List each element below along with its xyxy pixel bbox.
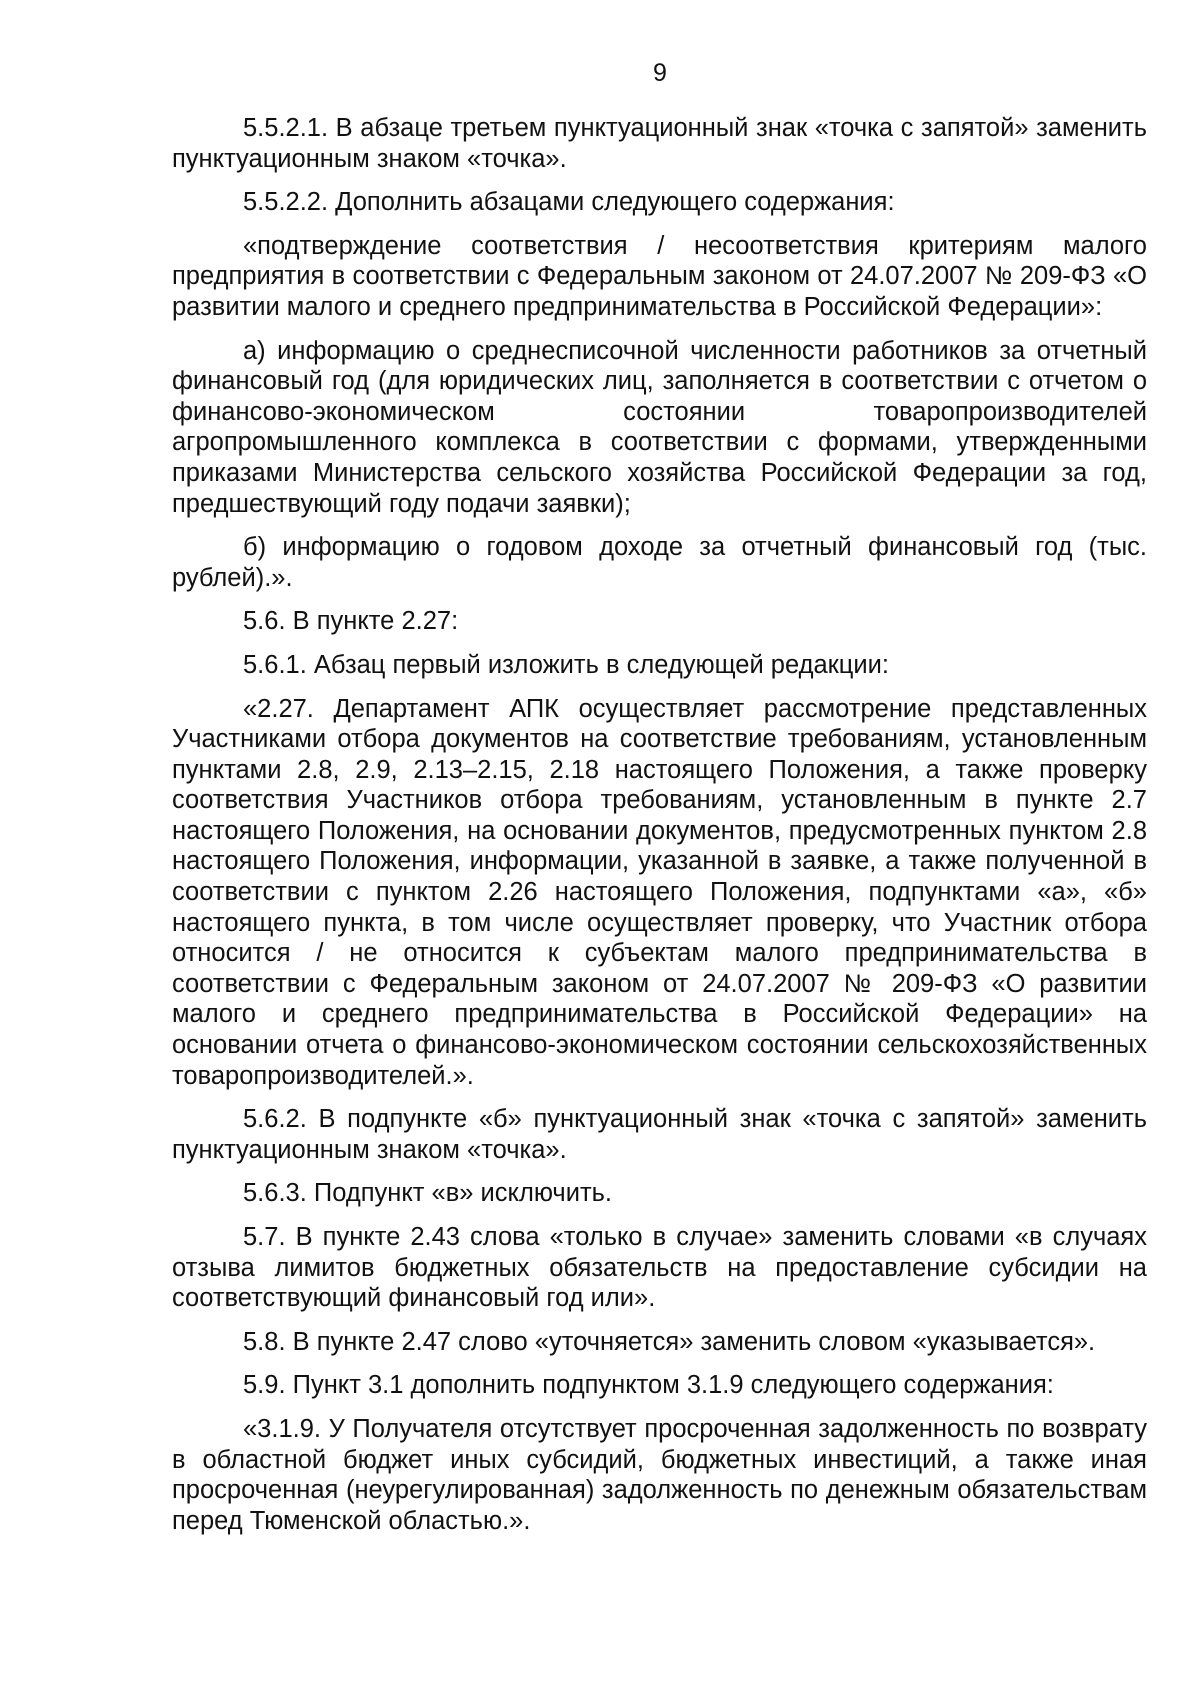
paragraph-item-a: а) информацию о среднесписочной численности работников за отчетный финансовый год (для юридических лиц, заполняется в соответствии с отчетом о финансово-экономическом состоянии товаропроизводителей агропромышленного комплекса в соответствии с формами, утвержденными приказами Министерства сельского хозяйства Российской Федерации за год, предшествующий году подачи заявки); — [172, 336, 1147, 518]
paragraph-quote-criteria: «подтверждение соответствия / несоответствия критериям малого предприятия в соответствии с Федеральным законом от 24.07.2007 № 209-ФЗ «О развитии малого и среднего предпринимательства в Российской Федерации»: — [172, 231, 1147, 321]
paragraph-5-5-2-2: 5.5.2.2. Дополнить абзацами следующего содержания: — [243, 188, 895, 217]
paragraph-5-8: 5.8. В пункте 2.47 слово «уточняется» заменить словом «указывается». — [243, 1327, 1096, 1356]
page-number: 9 — [653, 59, 667, 87]
paragraph-5-6: 5.6. В пункте 2.27: — [243, 607, 459, 636]
paragraph-5-7: 5.7. В пункте 2.43 слова «только в случае» заменить словами «в случаях отзыва лимитов бюджетных обязательств на предоставление субсидии на соответствующий финансовый год или». — [172, 1223, 1147, 1313]
paragraph-5-6-3: 5.6.3. Подпункт «в» исключить. — [243, 1179, 613, 1208]
paragraph-quote-2-27: «2.27. Департамент АПК осуществляет рассмотрение представленных Участниками отбора документов на соответствие требованиям, установленным пунктами 2.8, 2.9, 2.13–2.15, 2.18 настоящего Положения, а также проверку соответствия Участников отбора требованиям, установленным в пункте 2.7 настоящего Положения, на основании документов, предусмотренных пунктом 2.8 настоящего Положения, информации, указанной в заявке, а также полученной в соответствии с пунктом 2.26 настоящего Положения, подпунктами «а», «б» настоящего пункта, в том числе осуществляет проверку, что Участник отбора относится / не относится к субъектам малого предпринимательства в соответствии с Федеральным законом от 24.07.2007 № 209-ФЗ «О развитии малого и среднего предпринимательства в Российской Федерации» на основании отчета о финансово-экономическом состоянии сельскохозяйственных товаропроизводителей.». — [172, 694, 1147, 1090]
document-body — [172, 113, 1147, 1549]
paragraph-5-6-2: 5.6.2. В подпункте «б» пунктуационный знак «точка с запятой» заменить пунктуационным знаком «точка». — [172, 1105, 1147, 1164]
paragraph-item-b: б) информацию о годовом доходе за отчетный финансовый год (тыс. рублей).». — [172, 533, 1147, 592]
paragraph-5-6-1: 5.6.1. Абзац первый изложить в следующей редакции: — [243, 650, 889, 679]
paragraph-5-5-2-1: 5.5.2.1. В абзаце третьем пунктуационный знак «точка с запятой» заменить пунктуационным знаком «точка». — [172, 114, 1147, 173]
paragraph-quote-3-1-9: «3.1.9. У Получателя отсутствует просроченная задолженность по возврату в областной бюджет иных субсидий, бюджетных инвестиций, а также иная просроченная (неурегулированная) задолженность по денежным обязательствам перед Тюменской областью.». — [172, 1414, 1147, 1535]
paragraph-5-9: 5.9. Пункт 3.1 дополнить подпунктом 3.1.9 следующего содержания: — [243, 1371, 1054, 1400]
